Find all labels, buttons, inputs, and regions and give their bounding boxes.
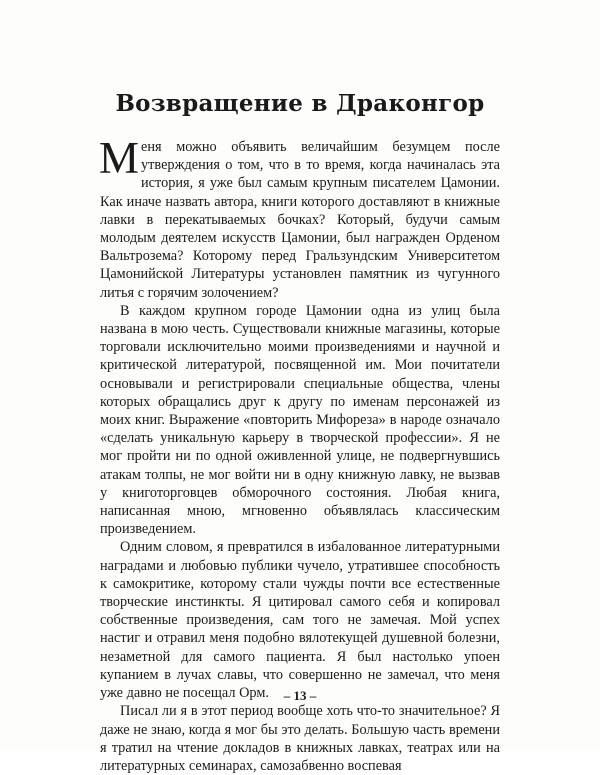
page-number: – 13 – — [283, 688, 317, 703]
paragraph-2: В каждом крупном городе Цамонии одна из улиц была названа в мою честь. Существовали книжные магазины, которые торговали исключительно моими произведениями и научной и критической литературой, посвященной им. Мои почитатели основывали и регистрировали специальные общества, члены которых обращались друг к другу по именам персонажей из моих книг. Выражение «повторить Мифореза» в народе означало «сделать уникальную карьеру в творческой профессии». Я не мог пройти ни по одной оживленной улице, не подвергнувшись атакам толпы, не мог войти ни в одну книжную лавку, не вызвав у книготорговцев обморочного состояния. Любая книга, написанная мною, мгновенно объявлялась классическим произведением. — [100, 302, 500, 538]
chapter-title: Возвращение в Драконгор — [115, 90, 485, 117]
paragraph-3: Одним словом, я превратился в избалованное литературными наградами и любовью публики чучело, утратившее способность к самокритике, которому стали чужды почти все естественные творческие инстинкты. Я цитировал самого себя и копировал собственные произведения, сам того не замечая. Мой успех настиг и отравил меня подобно вялотекущей душевной болезни, незаметной для самого пациента. Я был настолько упоен купанием в лучах славы, что совершенно не замечал, что меня уже давно не посещал Орм. — [100, 539, 500, 702]
body-text — [99, 133, 500, 775]
drop-cap: М — [99, 133, 140, 183]
paragraph-4: Писал ли я в этот период вообще хоть что-то значительное? Я даже не знаю, когда я мог бы это делать. Большую часть времени я тратил на чтение докладов в книжных лавках, театрах или на литературных семинарах, самозабвенно воспевая — [100, 703, 500, 774]
paragraph-1 — [99, 133, 500, 302]
paragraph-1-text: еня можно объявить величайшим безумцем после утверждения о том, что в то время, когда начиналась эта история, я уже был самым крупным писателем Цамонии. Как иначе назвать автора, книги которого доставляют в книжные лавки в перекатываемых бочках? Который, будучи самым молодым деятелем искусств Цамонии, был награжден Орденом Вальтрозема? Которому перед Гральзундским Университетом Цамонийской Литературы установлен памятник из чугунного литья с горячим золочением? — [100, 139, 500, 301]
